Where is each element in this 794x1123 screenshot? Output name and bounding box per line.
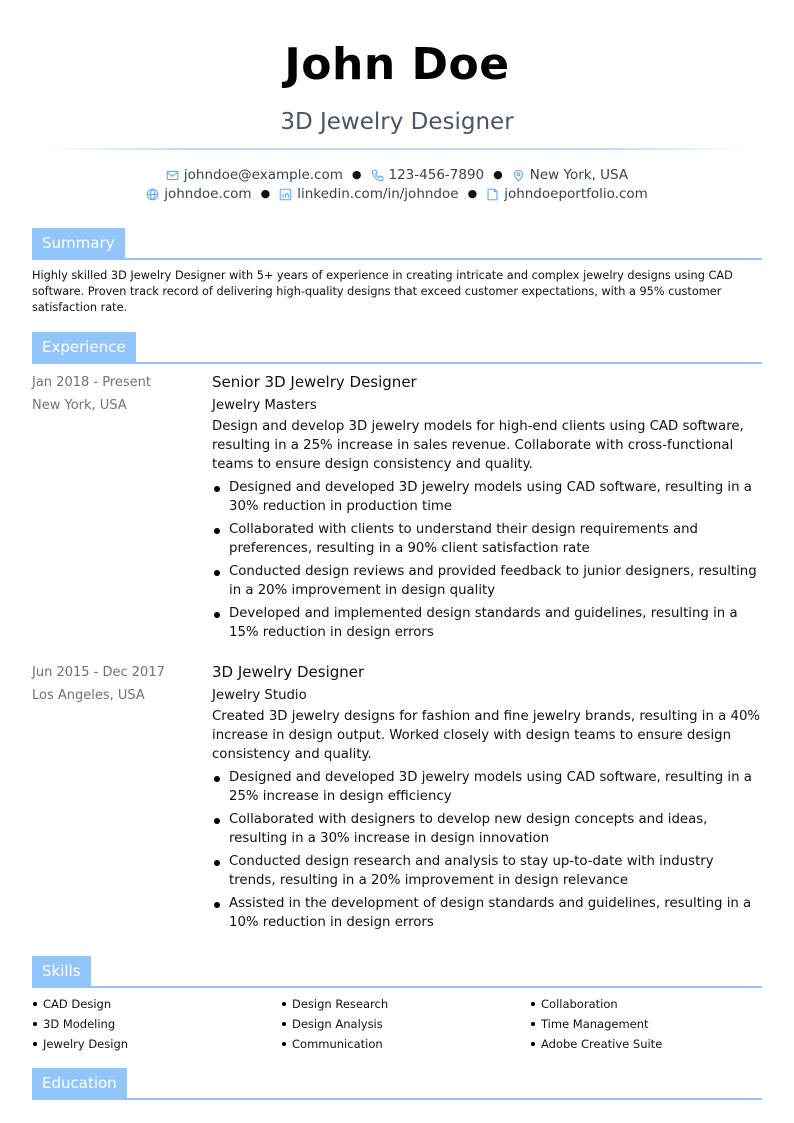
skill-item: Time Management <box>530 1014 762 1034</box>
job-dates: Jun 2015 - Dec 2017 <box>32 665 165 680</box>
email-text: johndoe@example.com <box>183 167 343 183</box>
section-rule <box>32 362 762 364</box>
section-rule <box>32 1098 762 1100</box>
phone-icon <box>371 169 384 182</box>
job-company: Jewelry Studio <box>212 688 307 703</box>
job-location: New York, USA <box>32 398 127 413</box>
header-divider <box>44 148 750 150</box>
website-text: johndoe.com <box>164 186 252 202</box>
job-bullet: Collaborated with clients to understand their design requirements and preferences, resulting in a 90% client satisfaction rate <box>212 520 762 558</box>
job-body <box>212 661 762 936</box>
skill-item: Adobe Creative Suite <box>530 1034 762 1054</box>
portfolio-text: johndoeportfolio.com <box>504 186 648 202</box>
job-bullet: Conducted design reviews and provided feedback to junior designers, resulting in a 20% improvement in design quality <box>212 562 762 600</box>
contact-email[interactable] <box>166 166 343 184</box>
summary-text: Highly skilled 3D Jewelry Designer with 5+ years of experience in creating intricate and complex jewelry designs using CAD software. Proven track record of delivering high-quality designs that exceed customer expectations, with a 95% customer satisfaction rate. <box>32 269 733 314</box>
section-title: Skills <box>32 956 91 987</box>
job-bullet: Collaborated with designers to develop new design concepts and ideas, resulting in a 30% increase in design innovation <box>212 810 762 848</box>
skill-item: Communication <box>281 1034 530 1054</box>
contact-location <box>512 166 628 184</box>
job-description: Design and develop 3D jewelry models for high-end clients using CAD software, resulting in a 25% increase in sales revenue. Collaborate with cross-functional teams to ensure design consistency and quality. <box>212 419 744 472</box>
section-rule <box>32 258 762 260</box>
phone-text: 123-456-7890 <box>388 167 485 183</box>
job-bullet: Developed and implemented design standards and guidelines, resulting in a 15% reduction in design errors <box>212 604 762 642</box>
contact-row-1 <box>0 166 794 184</box>
job-bullets <box>212 768 762 932</box>
globe-icon <box>146 188 159 201</box>
location-text: New York, USA <box>529 167 629 183</box>
section-skills <box>32 956 762 990</box>
skill-item: Design Research <box>281 994 530 1014</box>
skill-item: 3D Modeling <box>32 1014 281 1034</box>
job-bullet: Designed and developed 3D jewelry models using CAD software, resulting in a 25% increase in design efficiency <box>212 768 762 806</box>
job-role: Senior 3D Jewelry Designer <box>212 373 417 391</box>
contact-row-2 <box>0 185 794 203</box>
skill-item: Collaboration <box>530 994 762 1014</box>
job-dates: Jan 2018 - Present <box>32 375 151 390</box>
separator-dot: ● <box>351 168 362 181</box>
section-title: Education <box>32 1068 127 1099</box>
section-education <box>32 1068 762 1102</box>
job-body <box>212 371 762 646</box>
section-experience <box>32 332 762 366</box>
separator-dot: ● <box>260 187 271 200</box>
skill-item: CAD Design <box>32 994 281 1014</box>
job-bullets <box>212 478 762 642</box>
job-bullet: Conducted design research and analysis to stay up-to-date with industry trends, resulting in a 20% improvement in design relevance <box>212 852 762 890</box>
contact-phone[interactable] <box>371 166 485 184</box>
job-bullet: Designed and developed 3D jewelry models using CAD software, resulting in a 30% reduction in production time <box>212 478 762 516</box>
skill-item: Jewelry Design <box>32 1034 281 1054</box>
section-title: Summary <box>32 228 125 259</box>
job-location: Los Angeles, USA <box>32 688 145 703</box>
linkedin-icon <box>279 188 292 201</box>
contact-portfolio[interactable] <box>486 185 648 203</box>
section-summary <box>32 228 762 262</box>
skill-item: Design Analysis <box>281 1014 530 1034</box>
separator-dot: ● <box>493 168 503 181</box>
contact-linkedin[interactable] <box>279 185 458 203</box>
job-company: Jewelry Masters <box>212 398 317 413</box>
linkedin-text: linkedin.com/in/johndoe <box>297 186 459 202</box>
section-title: Experience <box>32 332 136 363</box>
section-rule <box>32 986 762 988</box>
job-bullet: Assisted in the development of design standards and guidelines, resulting in a 10% reduction in design errors <box>212 894 762 932</box>
candidate-title: 3D Jewelry Designer <box>280 109 514 135</box>
skills-grid <box>32 994 762 1054</box>
candidate-name: John Doe <box>284 39 510 90</box>
separator-dot: ● <box>467 187 478 200</box>
mail-icon <box>166 169 179 182</box>
portfolio-icon <box>486 188 499 201</box>
map-pin-icon <box>512 169 525 182</box>
job-role: 3D Jewelry Designer <box>212 663 365 681</box>
contact-website[interactable] <box>146 185 251 203</box>
job-meta <box>32 661 202 707</box>
job-meta <box>32 371 202 417</box>
job-description: Created 3D jewelry designs for fashion and fine jewelry brands, resulting in a 40% increase in design output. Worked closely with design teams to ensure design consistency and quality. <box>212 709 761 762</box>
